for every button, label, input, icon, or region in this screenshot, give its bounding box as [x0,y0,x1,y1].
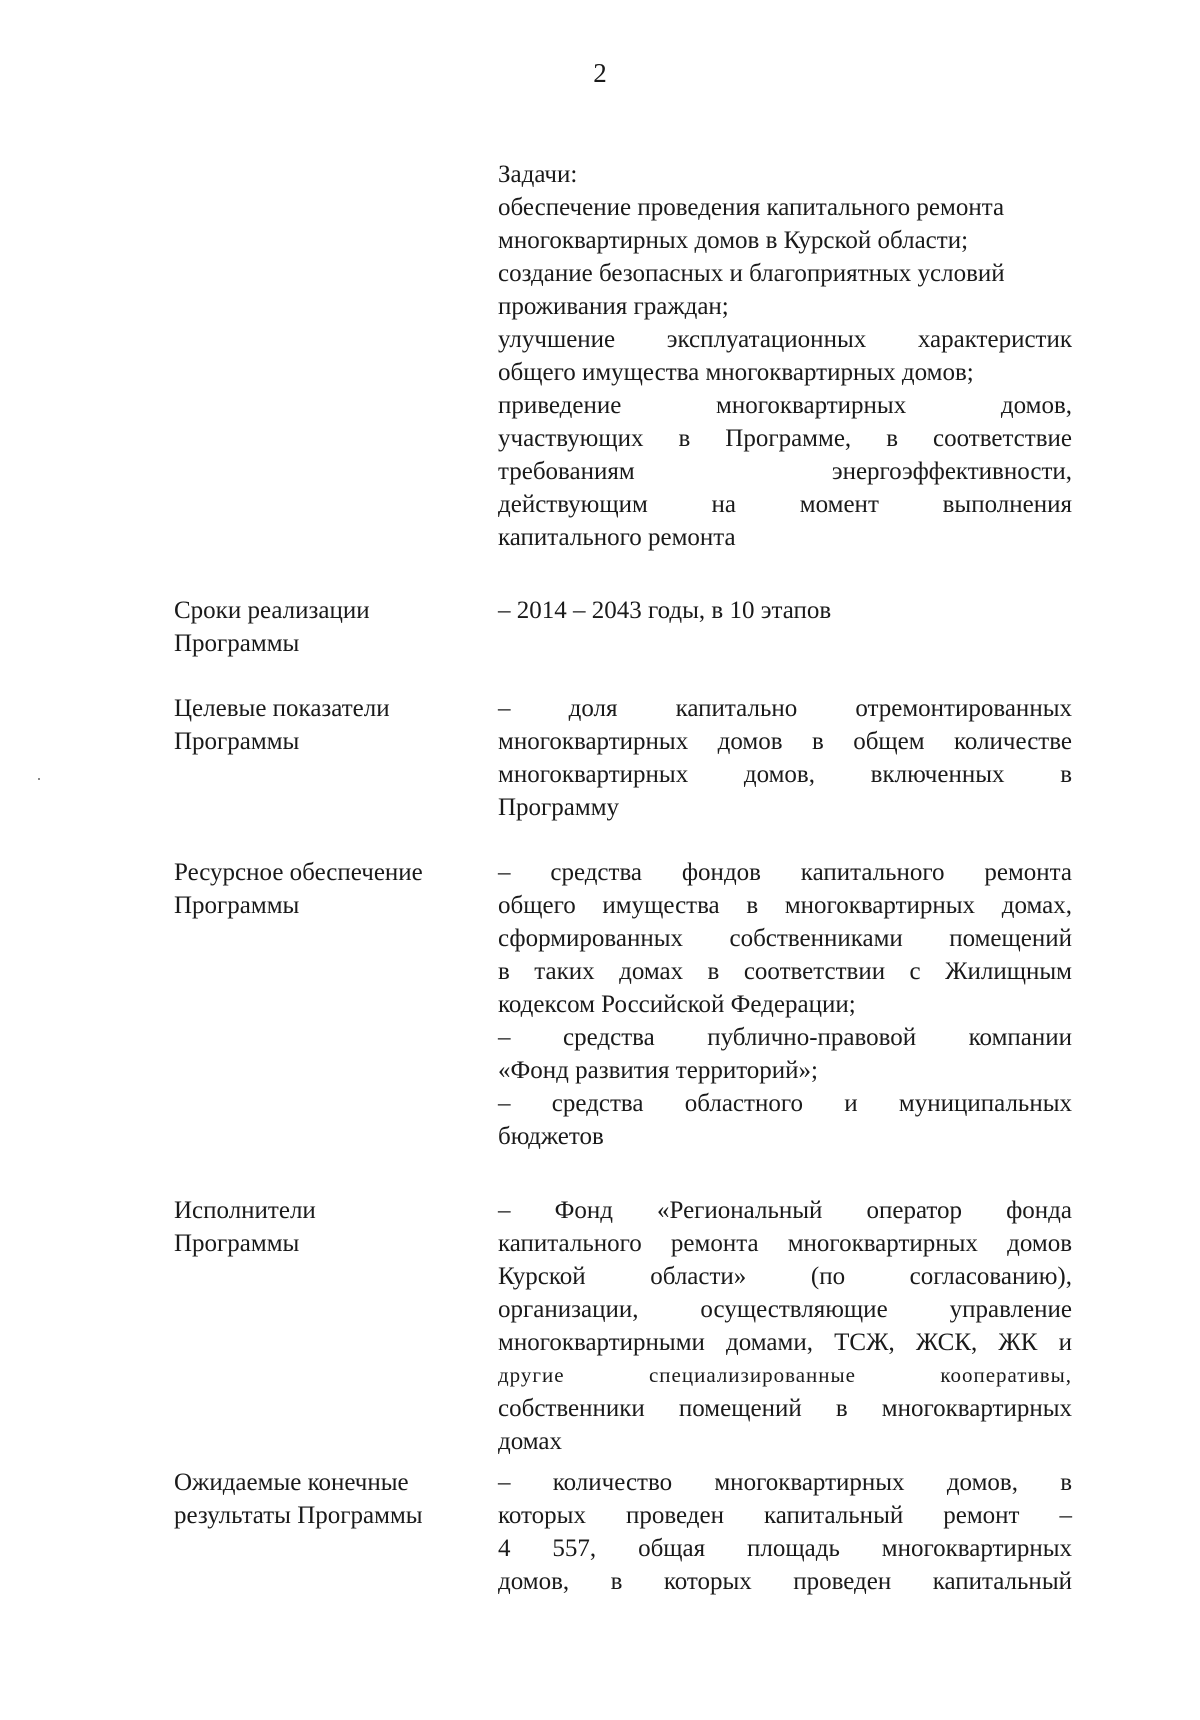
label-line: Ресурсное обеспечение [174,859,423,886]
section-label [174,594,474,660]
value-line: многоквартирных домов, включенных в [498,761,1072,788]
label-line: Программы [174,728,300,755]
value-line: – средства фондов капитального ремонта [498,859,1072,886]
tasks-line: проживания граждан; [498,293,729,320]
tasks-line: капитального ремонта [498,524,736,551]
label-line: результаты Программы [174,1502,423,1529]
value-line: Программу [498,794,620,821]
tasks-line: участвующих в Программе, в соответствие [498,425,1072,452]
section-value [498,692,1072,824]
section-value [498,1194,1072,1458]
section-value [498,1466,1072,1598]
tasks-line: многоквартирных домов в Курской области; [498,227,969,254]
value-line: другие специализированные кооперативы, [498,1363,1072,1387]
value-line: 4 557, общая площадь многоквартирных [498,1535,1072,1562]
section-value [498,594,1072,627]
value-line: собственники помещений в многоквартирных [498,1395,1072,1422]
tasks-heading: Задачи: [498,161,578,188]
value-line: – средства областного и муниципальных [498,1090,1072,1117]
value-line: многоквартирных домов в общем количестве [498,728,1072,755]
label-line: Сроки реализации [174,597,370,624]
tasks-line: действующим на момент выполнения [498,491,1072,518]
section-label [174,692,474,758]
value-line: которых проведен капитальный ремонт – [498,1502,1072,1529]
label-line: Исполнители [174,1197,316,1224]
label-line: Программы [174,630,300,657]
value-line: – количество многоквартирных домов, в [498,1469,1072,1496]
value-line: капитального ремонта многоквартирных домов [498,1230,1072,1257]
value-line: – средства публично-правовой компании [498,1024,1072,1051]
tasks-block [498,158,1072,554]
value-line: многоквартирными домами, ТСЖ, ЖСК, ЖК и [498,1329,1072,1356]
section-value [498,856,1072,1153]
value-line: – доля капитально отремонтированных [498,695,1072,722]
value-line: бюджетов [498,1123,604,1150]
value-line: – Фонд «Региональный оператор фонда [498,1197,1072,1224]
value-line: в таких домах в соответствии с Жилищным [498,958,1072,985]
section-label [174,1194,474,1260]
tasks-line: приведение многоквартирных домов, [498,392,1072,419]
tasks-line: создание безопасных и благоприятных условий [498,260,1005,287]
value-line: домов, в которых проведен капитальный [498,1568,1072,1595]
tasks-line: общего имущества многоквартирных домов; [498,359,974,386]
value-line: сформированных собственниками помещений [498,925,1072,952]
value-line: – 2014 – 2043 годы, в 10 этапов [498,597,832,624]
section-label [174,856,474,922]
label-line: Программы [174,892,300,919]
tasks-line: обеспечение проведения капитального ремонта [498,194,1005,221]
label-line: Целевые показатели [174,695,390,722]
section-label [174,1466,474,1532]
scan-speck [38,778,40,780]
value-line: «Фонд развития территорий»; [498,1057,819,1084]
tasks-line: требованиям энергоэффективности, [498,458,1072,485]
label-line: Ожидаемые конечные [174,1469,409,1496]
value-line: Курской области» (по согласованию), [498,1263,1072,1290]
value-line: организации, осуществляющие управление [498,1296,1072,1323]
label-line: Программы [174,1230,300,1257]
value-line: кодексом Российской Федерации; [498,991,856,1018]
value-line: домах [498,1428,562,1455]
value-line: общего имущества в многоквартирных домах, [498,892,1072,919]
tasks-line: улучшение эксплуатационных характеристик [498,326,1072,353]
page-number: 2 [593,58,607,88]
